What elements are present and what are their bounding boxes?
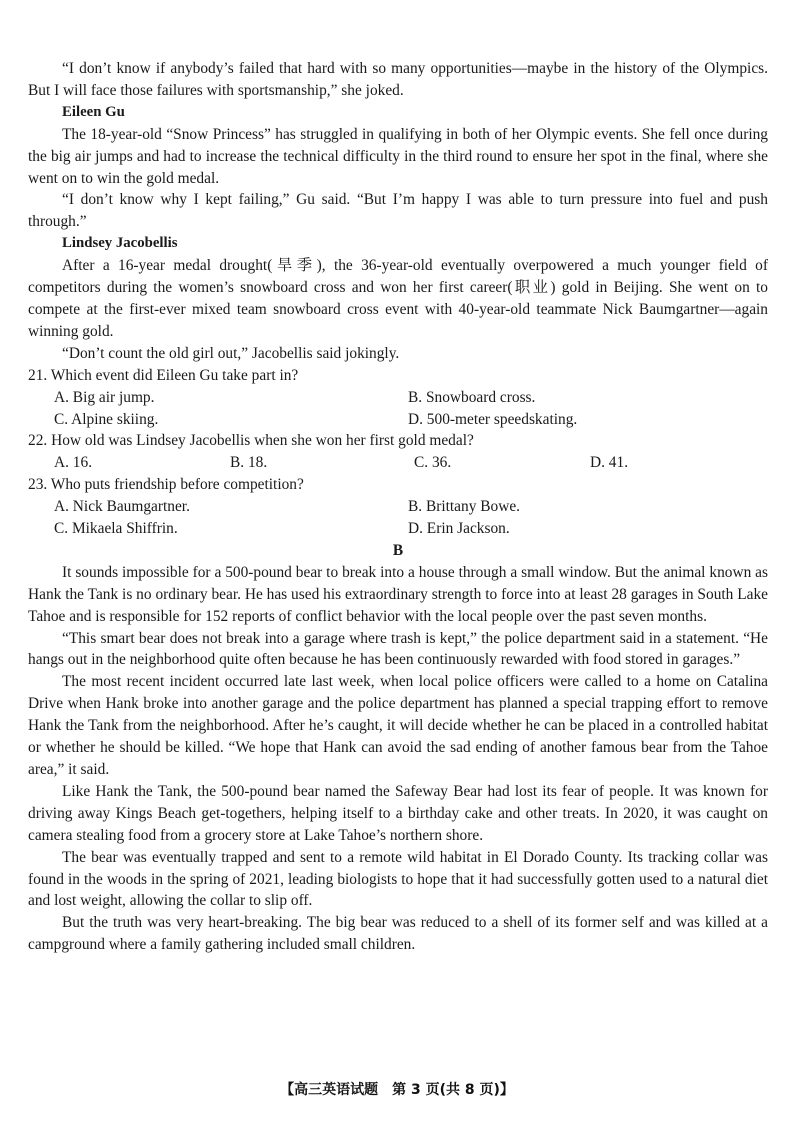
option-d: D. 500-meter speedskating.: [408, 410, 578, 428]
eileen-gu-heading: Eileen Gu: [62, 103, 125, 120]
lindsey-jacobellis-paragraph-2: “Don’t count the old girl out,” Jacobellis said jokingly.: [62, 344, 400, 362]
intro-paragraph: “I don’t know if anybody’s failed that hard with so many opportunities—maybe in the history of the Olympics. But I will face those failures with sportsmanship,” she joked.: [28, 60, 768, 99]
option-row: [28, 496, 768, 518]
option-d: D. 41.: [590, 454, 629, 472]
section-b-paragraph-3: The most recent incident occurred late last week, when local police officers were called to a home on Catalina Drive when Hank broke into another garage and the police department has planned a special trapping effort to remove Hank the Tank from the neighborhood. After he’s caught, it will decide whether he can be placed in a controlled habitat or whether he should be killed. “We hope that Hank can avoid the sad ending of another famous bear from the Tahoe area,” it said.: [28, 673, 768, 778]
question-stem: 21. Which event did Eileen Gu take part in?: [28, 366, 299, 384]
section-b-paragraph-6: But the truth was very heart-breaking. The big bear was reduced to a shell of its former self and was killed at a campground where a family gathering included small children.: [28, 914, 768, 954]
option-c: C. Mikaela Shiffrin.: [54, 520, 178, 538]
question-23: [28, 474, 768, 540]
section-b-paragraph-4: Like Hank the Tank, the 500-pound bear named the Safeway Bear had lost its fear of people. It was known for driving away Kings Beach get-togethers, helping itself to a birthday cake and other treats. In 2020, it was caught on camera stealing food from a grocery store at Lake Tahoe’s northern shore.: [28, 782, 768, 844]
question-stem: 23. Who puts friendship before competition?: [28, 476, 304, 494]
option-a: A. Big air jump.: [54, 388, 155, 406]
option-b: B. Brittany Bowe.: [408, 498, 521, 516]
option-row: [28, 452, 768, 474]
option-a: A. 16.: [54, 454, 93, 472]
question-22: [28, 430, 768, 474]
page-footer: 【高三英语试题 第 3 页(共 8 页)】: [280, 1082, 514, 1098]
option-c: C. Alpine skiing.: [54, 410, 159, 428]
option-a: A. Nick Baumgartner.: [54, 498, 190, 516]
section-b-paragraph-2: “This smart bear does not break into a garage where trash is kept,” the police department said in a statement. “He hangs out in the neighborhood quite often because he has been continuously rewarded with food stored in garages.”: [28, 629, 768, 669]
section-b-paragraph-5: The bear was eventually trapped and sent to a remote wild habitat in El Dorado County. Its tracking collar was found in the woods in the spring of 2021, leading biologists to hope that it had successfully gotten used to a natural diet and lost weight, allowing the collar to slip off.: [28, 848, 768, 910]
option-row: [28, 387, 768, 409]
page-content: [28, 58, 768, 956]
option-b: B. Snowboard cross.: [408, 388, 536, 406]
option-c: C. 36.: [414, 454, 452, 472]
lindsey-jacobellis-heading: Lindsey Jacobellis: [62, 235, 178, 252]
section-b-label: B: [392, 541, 404, 559]
eileen-gu-paragraph-1: The 18-year-old “Snow Princess” has struggled in qualifying in both of her Olympic events. She fell once during the big air jumps and had to increase the technical difficulty in the third round to ensure her spot in the final, where she went on to win the gold medal.: [28, 125, 768, 187]
lindsey-jacobellis-paragraph-1: After a 16-year medal drought(旱季), the 36-year-old eventually overpowered a much younger field of competitors during the women’s snowboard cross and won her first career(职业) gold in Beijing. She went on to compete at the first-ever mixed team snowboard cross event with 40-year-old teammate Nick Baumgartner—again winning gold.: [28, 257, 768, 340]
option-row: [28, 518, 768, 540]
option-d: D. Erin Jackson.: [408, 520, 510, 538]
question-21: [28, 365, 768, 431]
eileen-gu-paragraph-2: “I don’t know why I kept failing,” Gu said. “But I’m happy I was able to turn pressure into fuel and push through.”: [28, 191, 768, 231]
option-row: [28, 409, 768, 431]
option-b: B. 18.: [230, 454, 268, 472]
question-stem: 22. How old was Lindsey Jacobellis when she won her first gold medal?: [28, 432, 474, 450]
section-b-paragraph-1: It sounds impossible for a 500-pound bear to break into a house through a small window. But the animal known as Hank the Tank is no ordinary bear. He has used his extraordinary strength to force into at least 28 garages in South Lake Tahoe and is responsible for 152 reports of conflict behavior with the local people over the past seven months.: [28, 563, 768, 625]
